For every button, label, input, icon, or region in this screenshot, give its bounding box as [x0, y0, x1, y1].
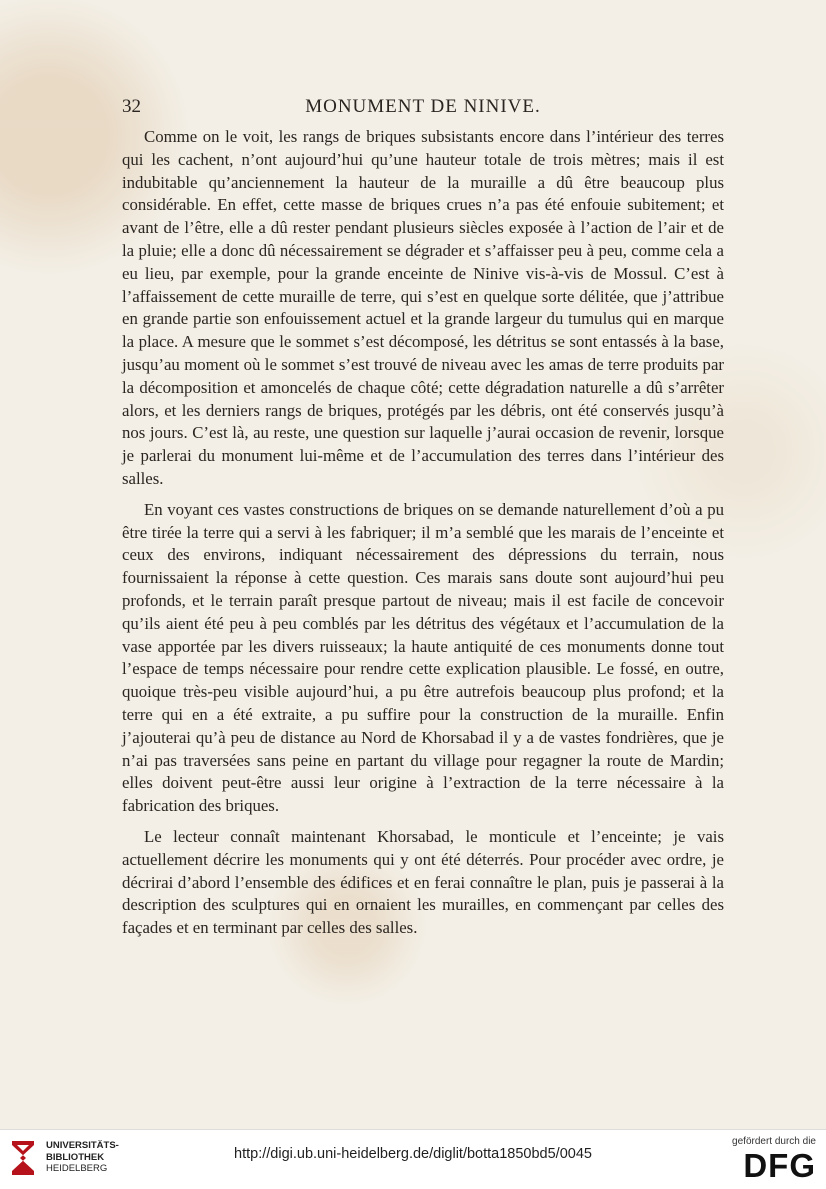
- dfg-logo: DFG: [743, 1147, 816, 1184]
- library-name-line-3: HEIDELBERG: [46, 1163, 108, 1174]
- sponsor-note: gefördert durch die: [732, 1136, 816, 1147]
- library-name-line-2: BIBLIOTHEK: [46, 1151, 105, 1163]
- library-name-line-1: UNIVERSITÄTS-: [46, 1140, 119, 1151]
- paragraph-1: Comme on le voit, les rangs de briques subsistants encore dans l’intérieur des terres qui les cachent, n’ont aujourd’hui qu’une hauteur totale de trois mètres; mais il est indubitable qu’anciennement la hauteur de la muraille a dû être beaucoup plus considérable. En effet, cette masse de briques crues n’a pas été enfouie subitement; et avant de l’être, elle a dû rester pendant plusieurs siècles exposée à l’action de l’air et de la pluie; elle a donc dû nécessairement se dégrader et s’affaisser peu à peu, comme cela a eu lieu, par exemple, pour la grande enceinte de Ninive vis-à-vis de Mossul. C’est à l’affaissement de cette muraille de terre, qui s’est en quelque sorte délitée, que j’attribue en grande partie son enfouissement actuel et la grande largeur du tumulus qui en marque la place. A mesure que le sommet s’est décomposé, les détritus se sont entassés à la base, jusqu’au moment où le sommet s’est trouvé de niveau avec les amas de terre produits par la décomposition et amoncelés de chaque côté; cette dégradation naturelle a dû s’arrêter alors, et les derniers rangs de briques, protégés par les débris, ont été conservés jusqu’à nos jours. C’est là, au reste, une question sur laquelle j’aurai occasion de revenir, lorsque je parlerai du monument lui-même et de l’accumulation des terres dans l’intérieur des salles.: [122, 127, 724, 488]
- page-header: [122, 96, 724, 122]
- paragraph-3: Le lecteur connaît maintenant Khorsabad, le monticule et l’enceinte; je vais actuellement décrire les monuments qui y ont été déterrés. Pour procéder avec ordre, je décrirai d’abord l’ensemble des édifices et en ferai connaître le plan, puis je passerai à la description des sculptures qui en ornaient les murailles, en commençant par celles des façades et en terminant par celles des salles.: [122, 826, 724, 938]
- viewer-footer: [0, 1129, 826, 1189]
- permalink-url[interactable]: http://digi.ub.uni-heidelberg.de/diglit/botta1850bd5/0045: [234, 1146, 592, 1162]
- page-number: 32: [122, 96, 141, 117]
- running-title: MONUMENT DE NINIVE.: [305, 96, 541, 117]
- paragraph-2: En voyant ces vastes constructions de briques on se demande naturellement d’où a pu être tirée la terre qui a servi à les fabriquer; il m’a semblé que les marais de l’enceinte et ceux des environs, indiquant nécessairement des dépressions du terrain, nous fournissaient la réponse à cette question. Ces marais sans doute sont aujourd’hui peu profonds, et le terrain paraît presque partout de niveau; mais il est facile de concevoir qu’ils aient été peu à peu comblés par les détritus des végétaux et l’accumulation de la vase apportée par les divers ruisseaux; la haute antiquité de ces monuments donne tout l’espace de temps nécessaire pour rendre cette explication plausible. Le fossé, en outre, quoique très-peu visible aujourd’hui, a pu être autrefois beaucoup plus profond; et la terre qui en a été extraite, a pu suffire pour la construction de la muraille. Enfin j’ajouterai qu’à peu de distance au Nord de Khorsabad il y a de vastes fondrières, que je n’ai pas traversées sans peine en partant du village pour regagner la route de Mardin; elles doivent peut-être aussi leur origine à l’extraction de la terre nécessaire à la fabrication des briques.: [122, 499, 724, 816]
- body-text: [122, 126, 724, 948]
